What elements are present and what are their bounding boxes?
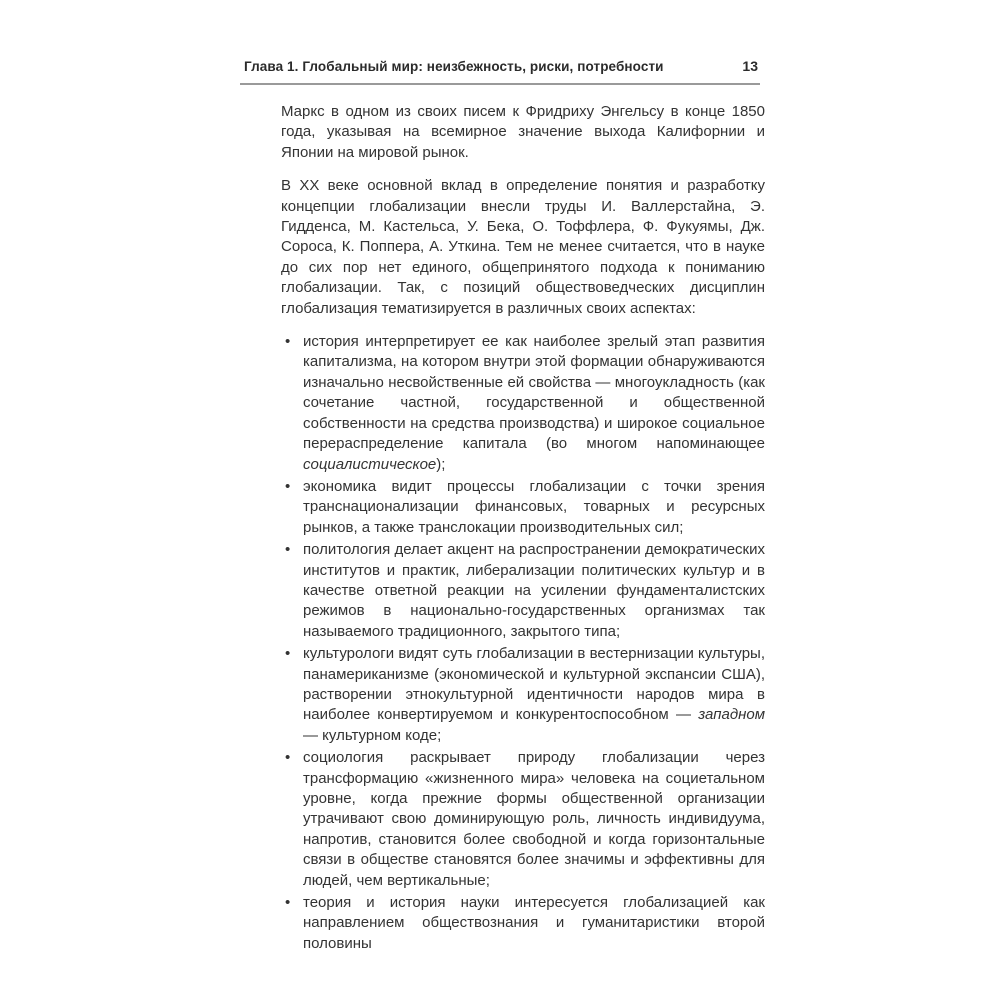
list-item (281, 332, 765, 475)
body-text (281, 102, 765, 954)
list-item-text: социология раскрывает природу глобализации через трансформацию «жизненного мира» человека на социетальном уровне, когда прежние формы общественной организации утрачивают свою доминирующую роль, личность индивидуума, напротив, становится более свободной и когда горизонтальные связи в обществе становятся более значимы и эффективны для людей, чем вертикальные; (303, 749, 765, 889)
list-item-text: культурологи видят суть глобализации в вестернизации культуры, панамериканизме (экономической и культурной экспансии США), растворении этнокультурной идентичности народов мира в наиболее конвертируемом и конкурентоспособном — западном — культурном коде; (303, 645, 765, 744)
bullet-marker: • (285, 333, 291, 351)
list-item-text: политология делает акцент на распространении демократических институтов и практик, либерализации политических культур и в качестве ответной реакции на усилении фундаменталистских режимов в национально-государственных организмах так называемого традиционного, закрытого типа; (303, 541, 765, 640)
list-item (281, 540, 765, 642)
paragraph: Маркс в одном из своих писем к Фридриху Энгельсу в конце 1850 года, указывая на всемирное значение выхода Калифорнии и Японии на мировой рынок. (281, 103, 765, 161)
paragraph: В XX веке основной вклад в определение понятия и разработку концепции глобализации внесли труды И. Валлерстайна, Э. Гидденса, М. Кастельса, У. Бека, О. Тоффлера, Ф. Фукуямы, Дж. Сороса, К. Поппера, А. Уткина. Тем не менее считается, что в науке до сих пор нет единого, общепринятого подхода к пониманию глобализации. Так, с позиций обществоведческих дисциплин глобализация тематизируется в различных своих аспектах: (281, 177, 765, 317)
bullet-marker: • (285, 894, 291, 912)
list-item (281, 748, 765, 891)
list-item (281, 477, 765, 538)
bullet-list (281, 332, 765, 954)
bullet-marker: • (285, 477, 291, 495)
list-item (281, 644, 765, 746)
list-item-text: теория и история науки интересуется глобализацией как направлением обществознания и гуманитаристики второй половины (303, 894, 765, 952)
page-number: 13 (742, 58, 758, 74)
list-item-text: история интерпретирует ее как наиболее зрелый этап развития капитализма, на котором внутри этой формации обнаруживаются изначально несвойственные ей свойства — многоукладность (как сочетание частной, государственной и общественной собственности на средства производства) и широкое социальное перераспределение капитала (во многом напоминающее социалистическое); (303, 333, 765, 473)
bullet-marker: • (285, 749, 291, 767)
running-header (240, 58, 760, 85)
bullet-marker: • (285, 541, 291, 559)
chapter-title: Глава 1. Глобальный мир: неизбежность, риски, потребности (244, 59, 664, 74)
bullet-marker: • (285, 645, 291, 663)
page-content (240, 58, 765, 956)
list-item-text: экономика видит процессы глобализации с точки зрения транснационализации финансовых, товарных и ресурсных рынков, а также транслокации производительных сил; (303, 477, 765, 536)
list-item (281, 893, 765, 954)
